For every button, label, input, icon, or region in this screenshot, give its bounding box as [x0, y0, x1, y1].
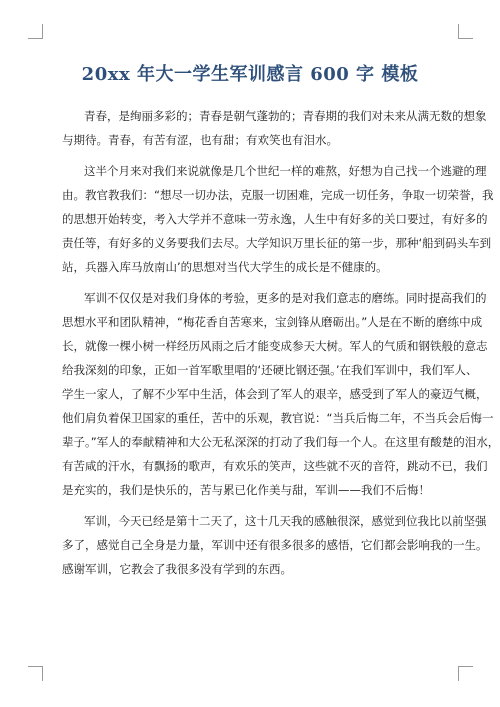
paragraph-2: [62, 159, 494, 279]
crop-mark-top-left: [28, 24, 43, 39]
text-line: 责任等，有好多的义务要我们去尽。大学知识万里长征的第一步，那种‘船到码头车到: [62, 236, 492, 250]
text-line: 有苦咸的汗水，有飘扬的歌声，有欢乐的笑声，这些就不灭的音符，跳动不已，我们: [62, 459, 488, 473]
text-line: 站，兵器入库马放南山’的思想对当代大学生的成长是不健康的。: [62, 260, 388, 274]
text-line: 的思想开始转变，考入大学并不意味一劳永逸，人生中有好多的关口要过，有好多的: [62, 212, 488, 226]
text-line: 与期待。青春，有苦有涩，也有甜；有欢笑也有泪水。: [62, 133, 338, 147]
text-line: 给我深刻的印象，正如一首军歌里唱的‘还硬比钢还强。’在我们军训中，我们军人、: [62, 363, 478, 377]
document-title: 20xx 年大一学生军训感言 600 字 模板: [81, 64, 419, 85]
text-line: 感谢军训，它教会了我很多没有学到的东西。: [62, 562, 292, 576]
text-line: 学生一家人，了解不少军中生活，体会到了军人的艰辛，感受到了军人的豪迈气概，: [62, 387, 488, 401]
paragraph-4: [62, 509, 488, 581]
text-line: 他们肩负着保卫国家的重任，苦中的乐观，教官说：“当兵后悔二年，不当兵会后悔一: [62, 411, 494, 425]
text-line: 青春，是绚丽多彩的；青春是朝气蓬勃的；青春期的我们对未来从满无数的想象: [84, 109, 487, 123]
text-line: 辈子。”军人的奉献精神和大公无私深深的打动了我们每一个人。在这里有酸楚的泪水，: [62, 435, 500, 449]
text-line: 军训不仅仅是对我们身体的考验，更多的是对我们意志的磨练。同时提高我们的: [84, 291, 487, 305]
text-line: 长，就像一棵小树一样经历风雨之后才能变成参天大树。军人的气质和钢铁般的意志: [62, 339, 488, 353]
document-body: [62, 104, 500, 588]
crop-mark-bottom-right: [458, 666, 473, 681]
text-line: 军训，今天已经是第十二天了，这十几天我的感触很深，感觉到位我比以前坚强: [84, 514, 487, 528]
crop-mark-bottom-left: [28, 666, 43, 681]
crop-mark-top-right: [458, 24, 473, 39]
paragraph-1: [62, 104, 487, 152]
text-line: 由。教官教我们：“想尽一切办法，克服一切困难，完成一切任务，争取一切荣誉，我: [62, 188, 494, 202]
text-line: 思想水平和团队精神，“梅花香自苦寒来，宝剑锋从磨砺出。”人是在不断的磨练中成: [62, 315, 483, 329]
text-line: 是充实的，我们是快乐的，苦与累已化作美与甜，军训——我们不后悔！: [62, 483, 430, 497]
text-line: 多了，感觉自己全身是力量，军训中还有很多很多的感悟，它们都会影响我的一生。: [62, 538, 488, 552]
text-line: 这半个月来对我们来说就像是几个世纪一样的难熬，好想为自己找一个逃避的理: [84, 164, 487, 178]
paragraph-3: [62, 286, 500, 502]
